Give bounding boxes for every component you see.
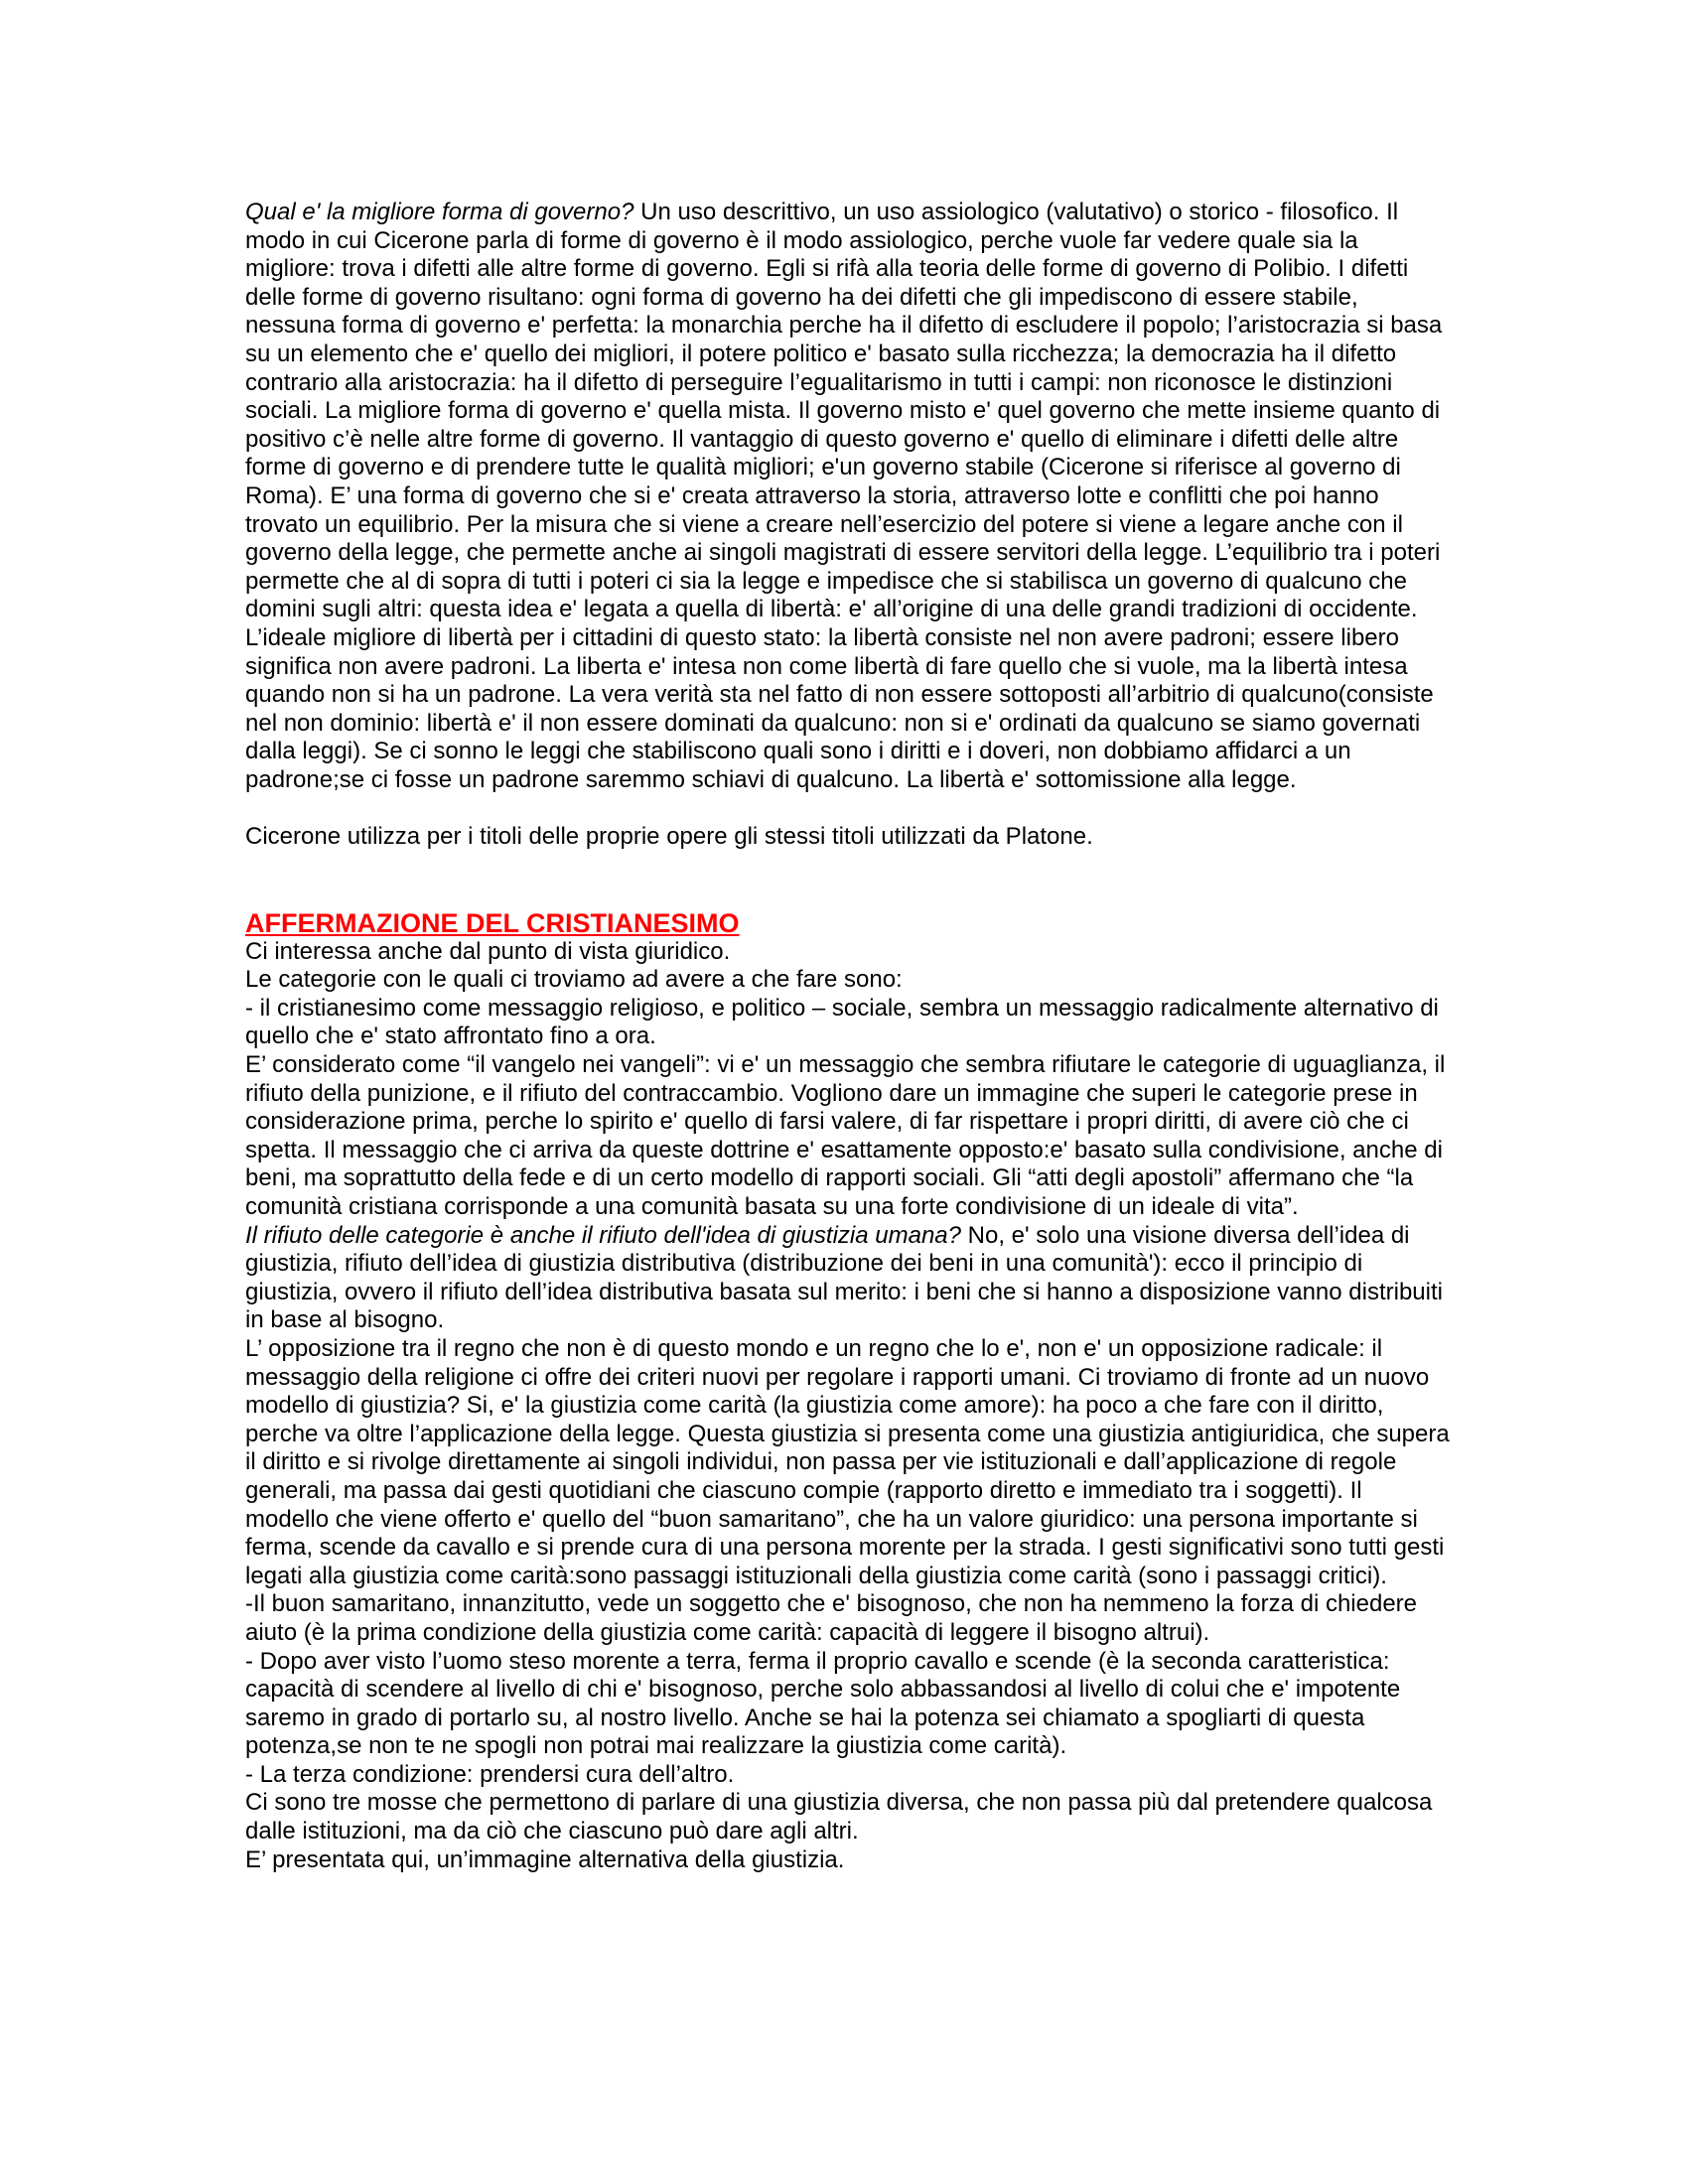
section2-paragraph4: E’ considerato come “il vangelo nei vangeli”: vi e' un messaggio che sembra rifiutare le categorie di uguaglianza, il rifiuto della punizione, e il rifiuto del contraccambio. Vogliono dare un immagine che superi le categorie prese in considerazione prima, perche lo spirito e' quello di farsi valere, di far rispettare i propri diritti, di avere ciò che ci spetta. Il messaggio che ci arriva da queste dottrine e' esattamente opposto:e' basato sulla condivisione, anche di beni, ma soprattutto della fede e di un certo modello di rapporti sociali. Gli “atti degli apostoli” affermano che “la comunità cristiana corrisponde a una comunità basata su una forte condivisione di un ideale di vita”.	[245, 1051, 1446, 1220]
section1-body: Un uso descrittivo, un uso assiologico (valutativo) o storico - filosofico. Il modo in cui Cicerone parla di forme di governo è il modo assiologico, perche vuole far vedere quale sia la migliore: trova i difetti alle altre forme di governo. Egli si rifà alla teoria delle forme di governo di Polibio. I difetti delle forme di governo risultano: ogni forma di governo ha dei difetti che gli impediscono di essere stabile, nessuna forma di governo e' perfetta: la monarchia perche ha il difetto di escludere il popolo; l’aristocrazia si basa su un elemento che e' quello dei migliori, il potere politico e' basato sulla ricchezza; la democrazia ha il difetto contrario alla aristocrazia: ha il difetto di perseguire l’egualitarismo in tutti i campi: non riconosce le distinzioni sociali. La migliore forma di governo e' quella mista. Il governo misto e' quel governo che mette insieme quanto di positivo c’è nelle altre forme di governo. Il vantaggio di questo governo e' quello di eliminare i difetti delle altre forme di governo e di prendere tutte le qualità migliori; e'un governo stabile (Cicerone si riferisce al governo di Roma). E’ una forma di governo che si e' creata attraverso la storia, attraverso lotte e conflitti che poi hanno trovato un equilibrio. Per la misura che si viene a creare nell’esercizio del potere si viene a legare anche con il governo della legge, che permette anche ai singoli magistrati di essere servitori della legge. L’equilibrio tra i poteri permette che al di sopra di tutti i poteri ci sia la legge e impedisce che si stabilisca un governo di qualcuno che domini sugli altri: questa idea e' legata a quella di libertà: e' all’origine di una delle grandi tradizioni di occidente. L’ideale migliore di libertà per i cittadini di questo stato: la libertà consiste nel non avere padroni; essere libero significa non avere padroni. La liberta e' intesa non come libertà di fare quello che si vuole, ma la libertà intesa quando non si ha un padrone. La vera verità sta nel fatto di non essere sottoposti all’arbitrio di qualcuno(consiste nel non dominio: libertà e' il non essere dominati da qualcuno: non si e' ordinati da qualcuno se siamo governati dalla leggi). Se ci sonno le leggi che stabiliscono quali sono i diritti e i doveri, non dobbiamo affidarci a un padrone;se ci fosse un padrone saremmo schiavi di qualcuno. La libertà e' sottomissione alla legge.	[245, 199, 1443, 793]
section2-paragraph7: -Il buon samaritano, innanzitutto, vede un soggetto che e' bisognoso, che non ha nemmeno la forza di chiedere aiuto (è la prima condizione della giustizia come carità: capacità di leggere il bisogno altrui).	[245, 1590, 1418, 1646]
section2-paragraph10: Ci sono tre mosse che permettono di parlare di una giustizia diversa, che non passa più dal pretendere qualcosa dalle istituzioni, ma da ciò che ciascuno può dare agli altri.	[245, 1789, 1433, 1845]
spacer	[245, 852, 1452, 908]
spacer	[245, 794, 1452, 823]
section2-paragraph11: E’ presentata qui, un’immagine alternativa della giustizia.	[245, 1845, 845, 1873]
section2-answer5: No, e' solo una visione diversa dell’idea di giustizia, rifiuto dell’idea di giustizia distributiva (distribuzione dei beni in una comunità'): ecco il principio di giustizia, ovvero il rifiuto dell’idea distributiva basata sul merito: i beni che si hanno a disposizione vanno distribuiti in base al bisogno.	[245, 1221, 1443, 1334]
section1-question: Qual e' la migliore forma di governo?	[245, 199, 634, 225]
section2-paragraph6: L’ opposizione tra il regno che non è di questo mondo e un regno che lo e', non e' un opposizione radicale: il messaggio della religione ci offre dei criteri nuovi per regolare i rapporti umani. Ci troviamo di fronte ad un nuovo modello di giustizia? Si, e' la giustizia come carità (la giustizia come amore): ha poco a che fare con il diritto, perche va oltre l’applicazione della legge. Questa giustizia si presenta come una giustizia antigiuridica, che supera il diritto e si rivolge direttamente ai singoli individui, non passa per vie istituzionali e dall’applicazione di regole generali, ma passa dai gesti quotidiani che ciascuno compie (rapporto diretto e immediato tra i soggetti). Il modello che viene offerto e' quello del “buon samaritano”, che ha un valore giuridico: una persona importante si ferma, scende da cavallo e si prende cura di una persona morente per la strada. I gesti significativi sono tutti gesti legati alla giustizia come carità:sono passaggi istituzionali della giustizia come carità (sono i passaggi critici).	[245, 1334, 1450, 1589]
section2-question5: Il rifiuto delle categorie è anche il rifiuto dell'idea di giustizia umana?	[245, 1221, 961, 1249]
section2-line3: - il cristianesimo come messaggio religioso, e politico – sociale, sembra un messaggio radicalmente alternativo di quello che e' stato affrontato fino a ora.	[245, 994, 1439, 1050]
section1-closing: Cicerone utilizza per i titoli delle proprie opere gli stessi titoli utilizzati da Platone.	[245, 823, 1093, 851]
document-page	[245, 199, 1452, 1874]
section2-heading: AFFERMAZIONE DEL CRISTIANESIMO	[245, 907, 740, 938]
section2-paragraph9: - La terza condizione: prendersi cura dell’altro.	[245, 1760, 735, 1788]
section2-paragraph5	[245, 1222, 1452, 1335]
section1-paragraph	[245, 199, 1452, 794]
section2-paragraph8: - Dopo aver visto l’uomo steso morente a terra, ferma il proprio cavallo e scende (è la seconda caratteristica: capacità di scendere al livello di chi e' bisognoso, perche solo abbassandosi al livello di colui che e' impotente saremo in grado di portarlo su, al nostro livello. Anche se hai la potenza sei chiamato a spogliarti di questa potenza,se non te ne spogli non potrai mai realizzare la giustizia come carità).	[245, 1647, 1401, 1760]
section2-line2: Le categorie con le quali ci troviamo ad avere a che fare sono:	[245, 966, 903, 994]
section2-line1: Ci interessa anche dal punto di vista giuridico.	[245, 937, 731, 965]
